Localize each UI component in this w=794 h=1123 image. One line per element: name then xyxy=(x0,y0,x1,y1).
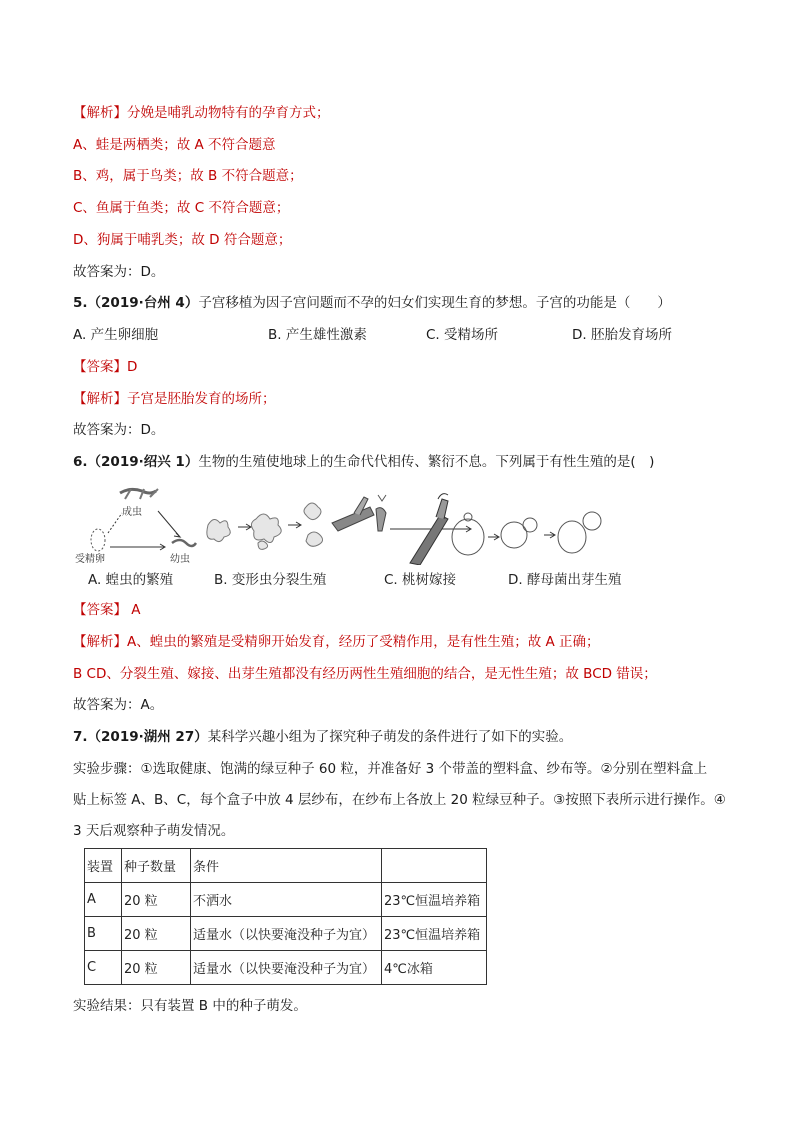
table-cell: 23℃恒温培养箱 xyxy=(382,917,487,951)
analysis-option-d: D、狗属于哺乳类；故 D 符合题意； xyxy=(73,232,292,248)
answer-tag: 【答案】 xyxy=(73,359,127,375)
option-d: D. 胚胎发育场所 xyxy=(572,327,672,343)
figure-caption-b: B. 变形虫分裂生殖 xyxy=(214,572,327,588)
question-source: （2019·绍兴 1） xyxy=(87,454,199,470)
question-5-stem xyxy=(73,293,671,313)
analysis-option-a: A、蛙是两栖类；故 A 不符合题意 xyxy=(73,137,276,153)
question-6-stem xyxy=(73,452,654,472)
table-row xyxy=(85,951,487,985)
question-source: （2019·湖州 27） xyxy=(87,729,208,745)
header-cell: 条件 xyxy=(191,849,382,883)
experiment-steps-line-2: 贴上标签 A、B、C，每个盒子中放 4 层纱布，在纱布上各放上 20 粒绿豆种子。③按照下表所示进行操作。④ xyxy=(73,792,726,808)
label-adult: 成虫 xyxy=(122,507,142,518)
question-text: 某科学兴趣小组为了探究种子萌发的条件进行了如下的实验。 xyxy=(207,729,573,745)
analysis-line xyxy=(73,389,276,409)
analysis-option-c: C、鱼属于鱼类；故 C 不符合题意； xyxy=(73,200,290,216)
analysis-line xyxy=(73,103,330,123)
answer-value: D xyxy=(127,359,138,375)
question-source: （2019·台州 4） xyxy=(87,295,199,311)
option-b: B. 产生雄性激素 xyxy=(268,327,367,343)
amoeba-division-diagram xyxy=(207,503,323,549)
header-cell: 装置 xyxy=(85,849,122,883)
table-cell: 适量水（以快要淹没种子为宜） xyxy=(191,917,382,951)
table-cell: 4℃冰箱 xyxy=(382,951,487,985)
question-number: 5. xyxy=(73,295,88,311)
question-number: 6. xyxy=(73,454,88,470)
table-row xyxy=(85,917,487,951)
header-cell xyxy=(382,849,487,883)
question-7-stem xyxy=(73,727,572,747)
table-cell: A xyxy=(85,883,122,917)
table-row xyxy=(85,883,487,917)
analysis-tag: 【解析】 xyxy=(73,391,127,407)
locust-life-cycle-diagram xyxy=(75,489,196,565)
analysis-option-b: B、鸡，属于鸟类；故 B 不符合题意； xyxy=(73,168,303,184)
experiment-table xyxy=(84,848,487,985)
analysis-tag: 【解析】 xyxy=(73,634,127,650)
table-cell: B xyxy=(85,917,122,951)
answer-tag: 【答案】 xyxy=(73,602,127,618)
table-cell: 20 粒 xyxy=(122,917,191,951)
option-a: A. 产生卵细胞 xyxy=(73,327,159,343)
table-cell: 23℃恒温培养箱 xyxy=(382,883,487,917)
answer-line xyxy=(73,600,141,620)
reproduction-figure xyxy=(70,485,630,565)
experiment-result: 实验结果：只有装置 B 中的种子萌发。 xyxy=(73,998,307,1014)
question-text: 生物的生殖使地球上的生命代代相传、繁衍不息。下列属于有性生殖的是( ) xyxy=(198,454,655,470)
analysis-text: A、蝗虫的繁殖是受精卵开始发育，经历了受精作用，是有性生殖；故 A 正确； xyxy=(127,634,600,650)
analysis-text: 分娩是哺乳动物特有的孕育方式； xyxy=(127,105,330,121)
analysis-line xyxy=(73,632,600,652)
label-larva: 幼虫 xyxy=(170,554,190,565)
experiment-steps-line-1: 实验步骤：①选取健康、饱满的绿豆种子 60 粒，并准备好 3 个带盖的塑料盒、纱布等。②分别在塑料盒上 xyxy=(73,761,708,777)
table-cell: 20 粒 xyxy=(122,951,191,985)
peach-grafting-diagram xyxy=(332,494,471,565)
option-c: C. 受精场所 xyxy=(426,327,499,343)
question-number: 7. xyxy=(73,729,88,745)
table-cell: 20 粒 xyxy=(122,883,191,917)
table-cell: 不洒水 xyxy=(191,883,382,917)
figure-caption-d: D. 酵母菌出芽生殖 xyxy=(508,572,622,588)
analysis-text-2: B CD、分裂生殖、嫁接、出芽生殖都没有经历两性生殖细胞的结合，是无性生殖；故 BCD 错误； xyxy=(73,666,657,682)
table-cell: C xyxy=(85,951,122,985)
figure-caption-a: A. 蝗虫的繁殖 xyxy=(88,572,174,588)
table-cell: 适量水（以快要淹没种子为宜） xyxy=(191,951,382,985)
answer-conclusion: 故答案为：D。 xyxy=(73,422,165,438)
label-egg: 受精卵 xyxy=(75,554,105,565)
yeast-budding-diagram xyxy=(452,512,601,555)
answer-value: A xyxy=(127,602,141,618)
table-header-row xyxy=(85,849,487,883)
answer-conclusion: 故答案为：A。 xyxy=(73,697,164,713)
header-cell: 种子数量 xyxy=(122,849,191,883)
analysis-tag: 【解析】 xyxy=(73,105,127,121)
answer-conclusion: 故答案为：D。 xyxy=(73,264,165,280)
figure-caption-c: C. 桃树嫁接 xyxy=(384,572,457,588)
analysis-text: 子宫是胚胎发育的场所； xyxy=(127,391,276,407)
answer-line xyxy=(73,357,137,377)
question-text: 子宫移植为因子宫问题而不孕的妇女们实现生育的梦想。子宫的功能是（ ） xyxy=(198,295,671,311)
experiment-steps-line-3: 3 天后观察种子萌发情况。 xyxy=(73,823,235,839)
